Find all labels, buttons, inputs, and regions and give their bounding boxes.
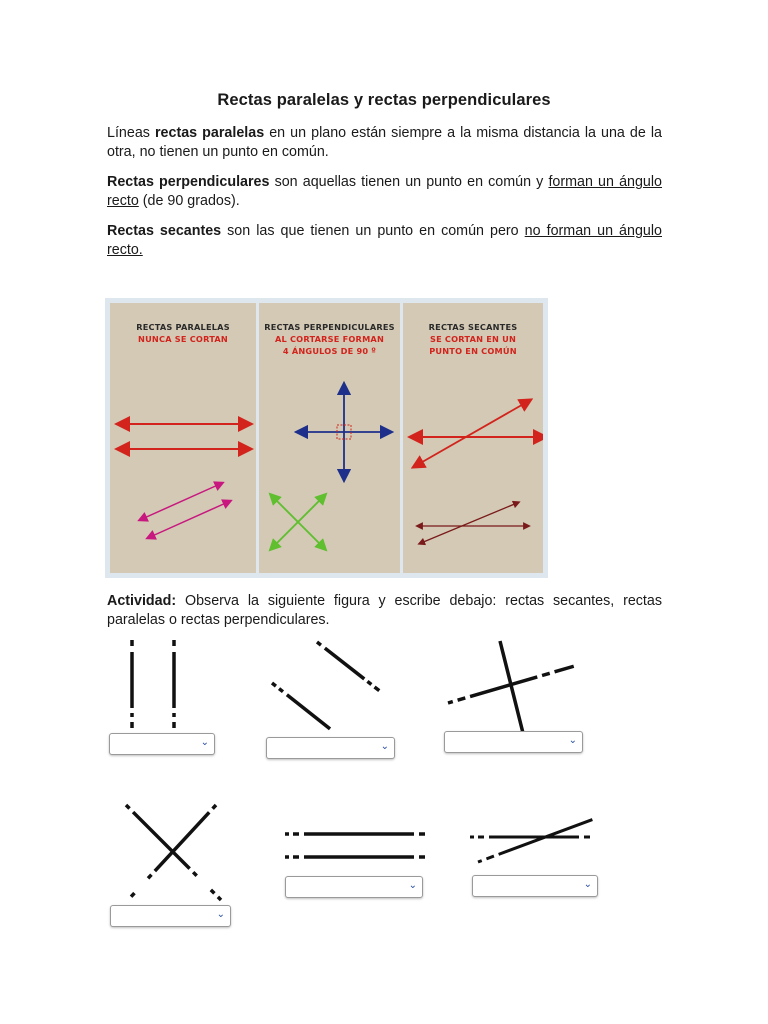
answer-select-2[interactable] [266, 737, 395, 759]
activity-label: Actividad: [107, 593, 177, 609]
secant-lines-drawing [403, 303, 543, 573]
figure-5-parallel-horizontal [285, 834, 430, 857]
underlined-text: forman un ángulo recto [107, 174, 663, 209]
panel-perpendicular [259, 303, 400, 573]
paragraph-perpendicular [107, 173, 662, 211]
text-segment: Observa la siguiente figura y escribe debajo: rectas secantes, rectas paralelas o rectas perpendiculares. [107, 593, 662, 628]
page-title: Rectas paralelas y rectas perpendiculares [217, 91, 551, 109]
text-segment: (de 90 grados). [138, 193, 240, 209]
panel-subtitle: 4 ÁNGULOS DE 90 º [282, 346, 377, 356]
answer-select-3[interactable] [444, 731, 583, 753]
figure-6-secant [470, 816, 602, 862]
chevron-down-icon: ⌄ [408, 880, 417, 891]
figure-4-perpendicular [126, 805, 221, 900]
panel-subtitle: NUNCA SE CORTAN [138, 334, 228, 344]
panel-subtitle: SE CORTAN EN UN [429, 334, 517, 344]
text-segment: Líneas [107, 125, 155, 141]
chevron-down-icon: ⌄ [380, 741, 389, 752]
answer-select-5[interactable] [285, 876, 423, 898]
chevron-down-icon: ⌄ [200, 737, 209, 748]
panel-subtitle: PUNTO EN COMÚN [429, 346, 517, 356]
lines-infographic [105, 298, 548, 578]
answer-select-4[interactable] [110, 905, 231, 927]
bold-term: Rectas secantes [107, 223, 222, 239]
text-segment: son las que tienen un punto en común pero [221, 223, 525, 239]
underlined-text: no forman un ángulo recto. [107, 223, 662, 258]
answer-select-6[interactable] [472, 875, 598, 897]
chevron-down-icon: ⌄ [583, 879, 592, 890]
panel-subtitle: AL CORTARSE FORMAN [274, 334, 385, 344]
panel-heading: RECTAS PARALELAS [136, 322, 230, 332]
bold-term: Rectas perpendiculares [107, 174, 270, 190]
figure-1-parallel-vertical [132, 640, 174, 732]
activity-instructions [107, 592, 662, 630]
text-segment: en un plano están siempre a la misma distancia la una de la otra, no tienen un punto en común. [107, 125, 663, 160]
panel-heading: RECTAS PERPENDICULARES [264, 322, 395, 332]
paragraph-parallel [107, 124, 662, 162]
figure-2-parallel-diagonal [272, 642, 381, 740]
chevron-down-icon: ⌄ [216, 909, 225, 920]
panel-secant [403, 303, 543, 573]
perpendicular-lines-drawing [259, 303, 400, 573]
paragraph-secant [107, 222, 662, 260]
text-segment: son aquellas tienen un punto en común y [269, 174, 549, 190]
answer-select-1[interactable] [109, 733, 215, 755]
panel-parallel [110, 303, 256, 573]
bold-term: rectas paralelas [154, 125, 265, 141]
panel-heading: RECTAS SECANTES [428, 322, 518, 332]
figure-3-secant [448, 641, 578, 733]
chevron-down-icon: ⌄ [568, 735, 577, 746]
parallel-lines-drawing [110, 303, 256, 573]
